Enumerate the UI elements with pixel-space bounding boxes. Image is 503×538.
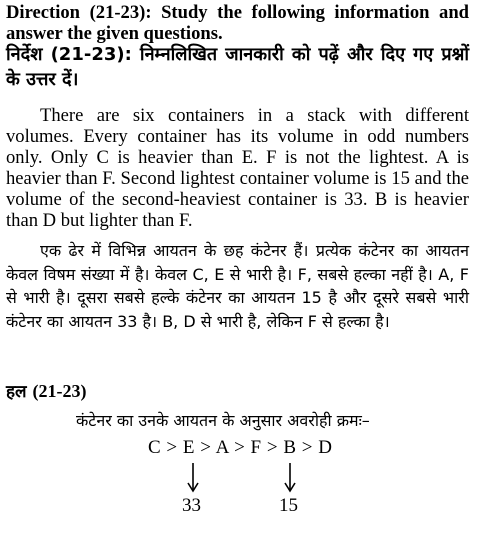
problem-statement-hindi: एक ढेर में विभिन्न आयतन के छह कंटेनर हैं। प्रत्येक कंटेनर का आयतन केवल विषम संख्या में है। केवल C, E से भारी है। F, सबसे हल्का नहीं है। A, F से भारी है। दूसरा सबसे हल्के कंटेनर का आयतन 15 है और दूसरे सबसे भारी कंटेनर का आयतन 33 है। B, D से भारी है, लेकिन F से हल्का है। [6, 241, 469, 331]
solution-heading [6, 381, 86, 403]
arrow-down-icon [187, 463, 199, 493]
order-caption: कंटेनर का उनके आयतन के अनुसार अवरोही क्रमः– [76, 411, 370, 430]
volume-label-b: 15 [279, 495, 298, 516]
volume-label-e: 33 [182, 495, 201, 516]
order-sequence: C > E > A > F > B > D [148, 437, 333, 458]
direction-hindi: निर्देश (21-23): निम्नलिखित जानकारी को पढ़ें और दिए गए प्रश्नों के उत्तर दें। [6, 44, 469, 90]
arrow-down-icon [284, 463, 296, 493]
problem-statement-english: There are six containers in a stack with different volumes. Every container has its volume in odd numbers only. Only C is heavier than E. F is not the lightest. A is heavier than F. Second lightest container volume is 15 and the volume of the second-heaviest container is 33. B is heavier than D but lighter than F. [6, 105, 469, 231]
direction-english: Direction (21-23): Study the following information and answer the given questions. [6, 2, 469, 44]
solution-heading-range: (21-23) [32, 381, 87, 401]
solution-heading-word: हल [6, 382, 27, 402]
